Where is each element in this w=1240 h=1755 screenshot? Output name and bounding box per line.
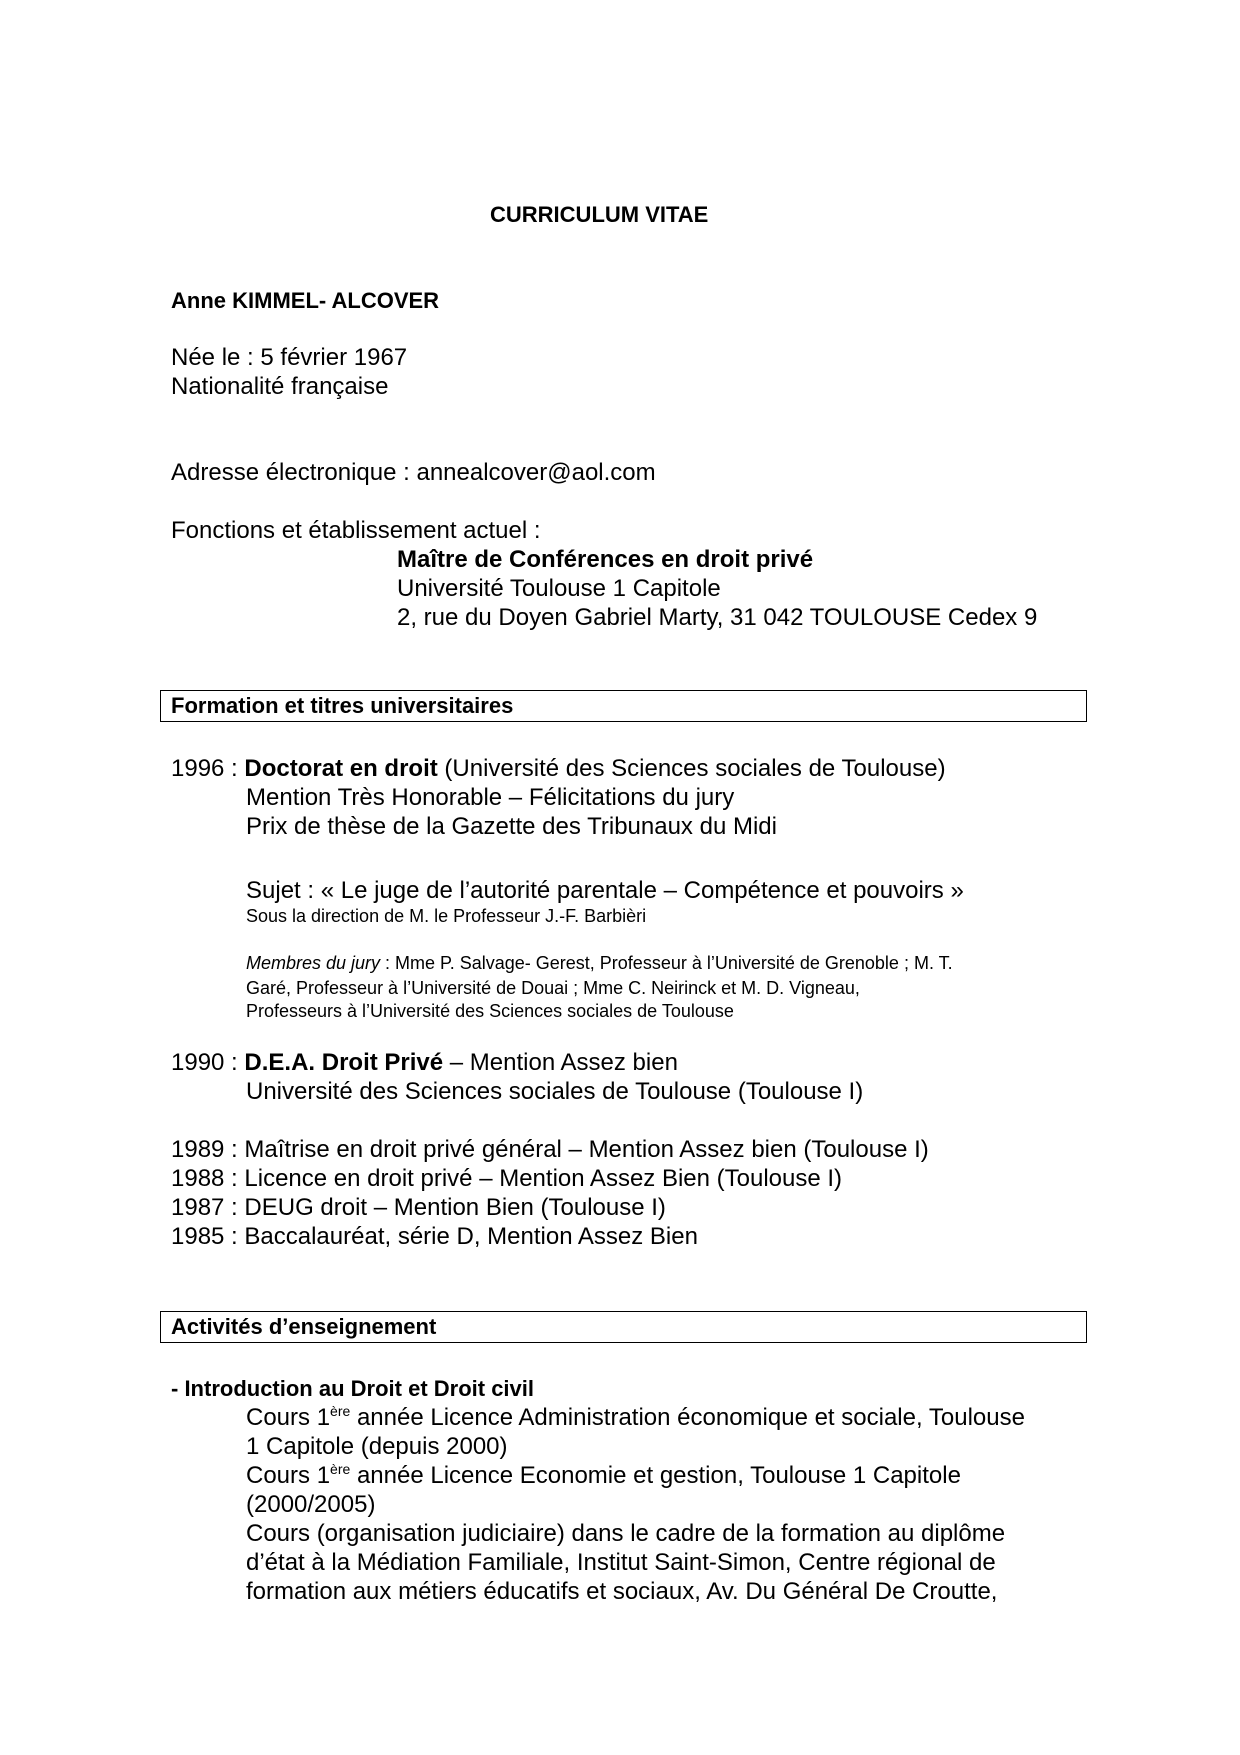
section-title-formation: Formation et titres universitaires bbox=[171, 693, 514, 718]
doctorat-year: 1996 : bbox=[171, 755, 245, 782]
current-university: Université Toulouse 1 Capitole bbox=[397, 575, 721, 602]
birth-date: Née le : 5 février 1967 bbox=[171, 344, 408, 371]
nationality: Nationalité française bbox=[171, 373, 389, 400]
course-3-line-1: Cours (organisation judiciaire) dans le cadre de la formation au diplôme bbox=[246, 1520, 1006, 1547]
doctorat-institution: (Université des Sciences sociales de Toulouse) bbox=[437, 755, 946, 782]
jury-line-2: Garé, Professeur à l’Université de Douai ; Mme C. Neirinck et M. D. Vigneau, bbox=[246, 978, 860, 998]
section-header-formation bbox=[160, 690, 1087, 722]
doctorat-degree: Doctorat en droit bbox=[244, 755, 438, 782]
course-2-prefix: Cours 1 bbox=[246, 1462, 331, 1489]
current-position: Maître de Conférences en droit privé bbox=[397, 546, 814, 573]
course-2-text: année Licence Economie et gestion, Toulouse 1 Capitole bbox=[350, 1462, 961, 1489]
course-1-line-2: 1 Capitole (depuis 2000) bbox=[246, 1433, 508, 1460]
jury-text-1: : Mme P. Salvage- Gerest, Professeur à l’Université de Grenoble ; M. T. bbox=[380, 953, 953, 973]
course-1-superscript: ère bbox=[330, 1403, 351, 1419]
degree-item: 1987 : DEUG droit – Mention Bien (Toulouse I) bbox=[171, 1194, 666, 1221]
course-1-prefix: Cours 1 bbox=[246, 1404, 331, 1431]
course-2-superscript: ère bbox=[330, 1461, 351, 1477]
dea-institution: Université des Sciences sociales de Toulouse (Toulouse I) bbox=[246, 1078, 864, 1105]
course-2-line-1 bbox=[246, 1461, 961, 1490]
course-1-text: année Licence Administration économique et sociale, Toulouse bbox=[350, 1404, 1025, 1431]
doctorat-entry bbox=[171, 754, 946, 783]
dea-year: 1990 : bbox=[171, 1049, 245, 1076]
university-address: 2, rue du Doyen Gabriel Marty, 31 042 TOULOUSE Cedex 9 bbox=[397, 604, 1038, 631]
degree-item: 1988 : Licence en droit privé – Mention Assez Bien (Toulouse I) bbox=[171, 1165, 843, 1192]
jury-label: Membres du jury bbox=[246, 953, 381, 973]
jury-line-3: Professeurs à l’Université des Sciences sociales de Toulouse bbox=[246, 1001, 734, 1021]
dea-degree: D.E.A. Droit Privé bbox=[244, 1049, 444, 1076]
section-header-enseignement bbox=[160, 1311, 1087, 1343]
teaching-heading: - Introduction au Droit et Droit civil bbox=[171, 1376, 534, 1401]
dea-mention: – Mention Assez bien bbox=[443, 1049, 678, 1076]
thesis-direction: Sous la direction de M. le Professeur J.-F. Barbièri bbox=[246, 906, 647, 926]
doctorat-prize: Prix de thèse de la Gazette des Tribunaux du Midi bbox=[246, 813, 777, 840]
course-3-line-2: d’état à la Médiation Familiale, Institut Saint-Simon, Centre régional de bbox=[246, 1549, 996, 1576]
email-line: Adresse électronique : annealcover@aol.com bbox=[171, 459, 656, 486]
functions-label: Fonctions et établissement actuel : bbox=[171, 517, 541, 544]
course-2-line-2: (2000/2005) bbox=[246, 1491, 376, 1518]
thesis-subject: Sujet : « Le juge de l’autorité parentale – Compétence et pouvoirs » bbox=[246, 877, 964, 904]
course-1-line-1 bbox=[246, 1403, 1025, 1432]
course-3-line-3: formation aux métiers éducatifs et sociaux, Av. Du Général De Croutte, bbox=[246, 1578, 998, 1605]
jury-line-1 bbox=[246, 952, 953, 974]
dea-entry bbox=[171, 1048, 678, 1077]
degree-item: 1985 : Baccalauréat, série D, Mention Assez Bien bbox=[171, 1223, 698, 1250]
person-name: Anne KIMMEL- ALCOVER bbox=[171, 288, 440, 313]
section-title-enseignement: Activités d’enseignement bbox=[171, 1314, 437, 1339]
page-title: CURRICULUM VITAE bbox=[490, 202, 709, 227]
doctorat-mention: Mention Très Honorable – Félicitations du jury bbox=[246, 784, 735, 811]
degree-item: 1989 : Maîtrise en droit privé général – Mention Assez bien (Toulouse I) bbox=[171, 1136, 929, 1163]
